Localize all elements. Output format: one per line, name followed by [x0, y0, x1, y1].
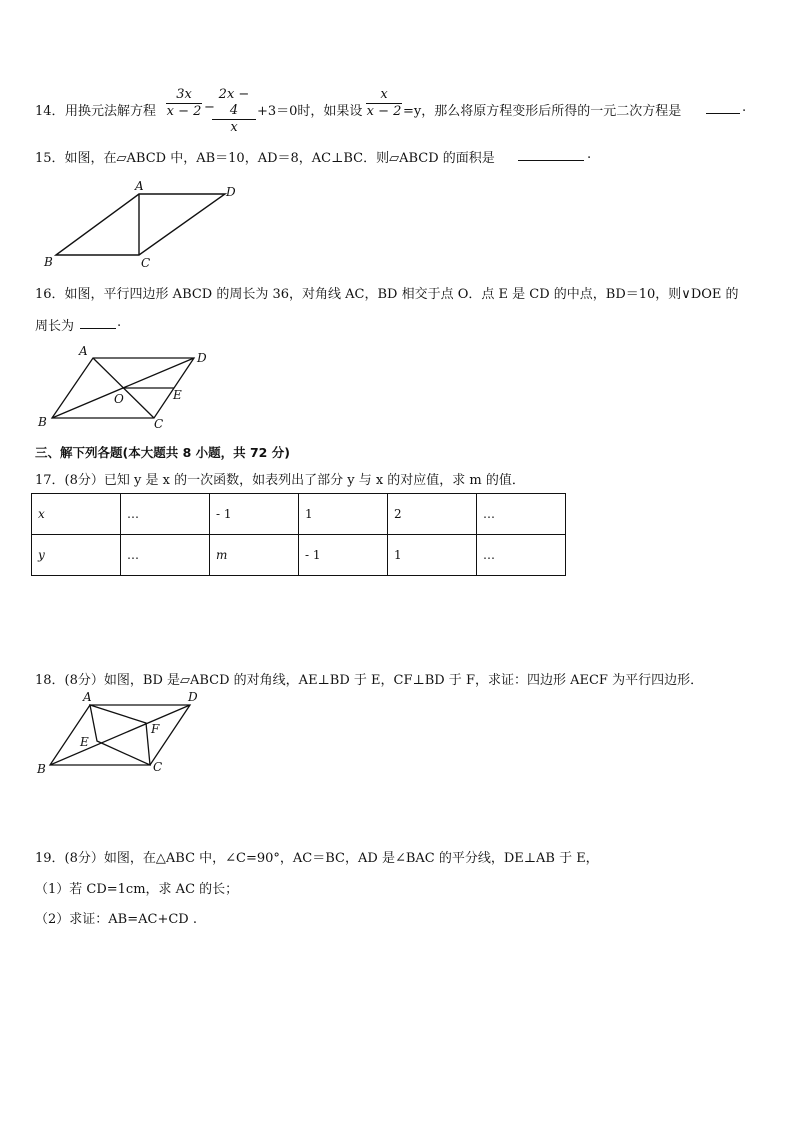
q19-part-2: （2）求证：AB=AC+CD .	[35, 912, 197, 927]
q14-fraction-3-numerator: x	[366, 87, 402, 104]
q18-label-e: E	[80, 735, 89, 749]
table-cell: y	[32, 535, 121, 576]
q19-text: 19．(8分）如图，在△ABC 中，∠C=90°，AC＝BC，AD 是∠BAC 的平分线，DE⊥AB 于 E，	[35, 851, 599, 866]
q17-text: 17．(8分）已知 y 是 x 的一次函数，如表列出了部分 y 与 x 的对应值，求 m 的值．	[35, 473, 525, 488]
q14-fraction-2-numerator: 2x − 4	[212, 87, 256, 120]
q16-text-line-2: 周长为	[35, 319, 75, 334]
q14-intro: 用换元法解方程	[65, 104, 157, 119]
q14-number: 14．	[35, 104, 65, 119]
q15-label-c: C	[141, 256, 151, 270]
q18-text: 18．(8分）如图，BD 是▱ABCD 的对角线，AE⊥BD 于 E，CF⊥BD 于 F，求证：四边形 AECF 为平行四边形．	[35, 673, 704, 688]
table-cell: m	[210, 535, 299, 576]
table-cell: 1	[299, 494, 388, 535]
q18-label-c: C	[153, 760, 163, 774]
q14-fraction-2-denominator: x	[230, 120, 238, 135]
q15-label-b: B	[44, 255, 53, 269]
q15-text: 15．如图，在▱ABCD 中，AB＝10，AD＝8，AC⊥BC．则▱ABCD 的面积是	[35, 151, 495, 166]
section-3-heading: 三、解下列各题(本大题共 8 小题，共 72 分)	[35, 445, 290, 460]
q16-label-o: O	[114, 392, 124, 406]
q18-label-b: B	[37, 762, 46, 776]
table-cell: - 1	[210, 494, 299, 535]
q15-label-a: A	[135, 179, 144, 193]
table-cell: …	[121, 535, 210, 576]
q16-label-c: C	[154, 417, 164, 431]
q16-label-b: B	[38, 415, 47, 429]
q16-label-d: D	[197, 351, 207, 365]
q18-label-f: F	[151, 722, 160, 736]
q14-fraction-1-denominator: x − 2	[166, 104, 202, 119]
q16-text-line-1: 16．如图，平行四边形 ABCD 的周长为 36，对角线 AC，BD 相交于点 O．点 E 是 CD 的中点，BD＝10，则∨DOE 的	[35, 287, 739, 302]
q18-label-a: A	[83, 690, 92, 704]
table-cell: 2	[388, 494, 477, 535]
q14-minus-sign: −	[204, 100, 215, 115]
q14-tail-text: =y，那么将原方程变形后所得的一元二次方程是	[403, 104, 682, 119]
q19-part-1: （1）若 CD=1cm，求 AC 的长；	[35, 882, 239, 897]
q16-end: .	[117, 315, 122, 330]
table-cell: …	[477, 535, 566, 576]
q16-label-e: E	[173, 388, 182, 402]
q14-end: .	[742, 100, 747, 115]
table-cell: - 1	[299, 535, 388, 576]
table-cell: …	[477, 494, 566, 535]
table-cell: 1	[388, 535, 477, 576]
table-cell: …	[121, 494, 210, 535]
q18-label-d: D	[188, 690, 198, 704]
table-cell: x	[32, 494, 121, 535]
q14-middle-text: +3＝0时，如果设	[257, 104, 363, 119]
q15-label-d: D	[226, 185, 236, 199]
q14-fraction-1-numerator: 3x	[166, 87, 202, 104]
q15-end: .	[587, 147, 592, 162]
q14-fraction-3-denominator: x − 2	[366, 104, 402, 119]
q16-label-a: A	[79, 344, 88, 358]
